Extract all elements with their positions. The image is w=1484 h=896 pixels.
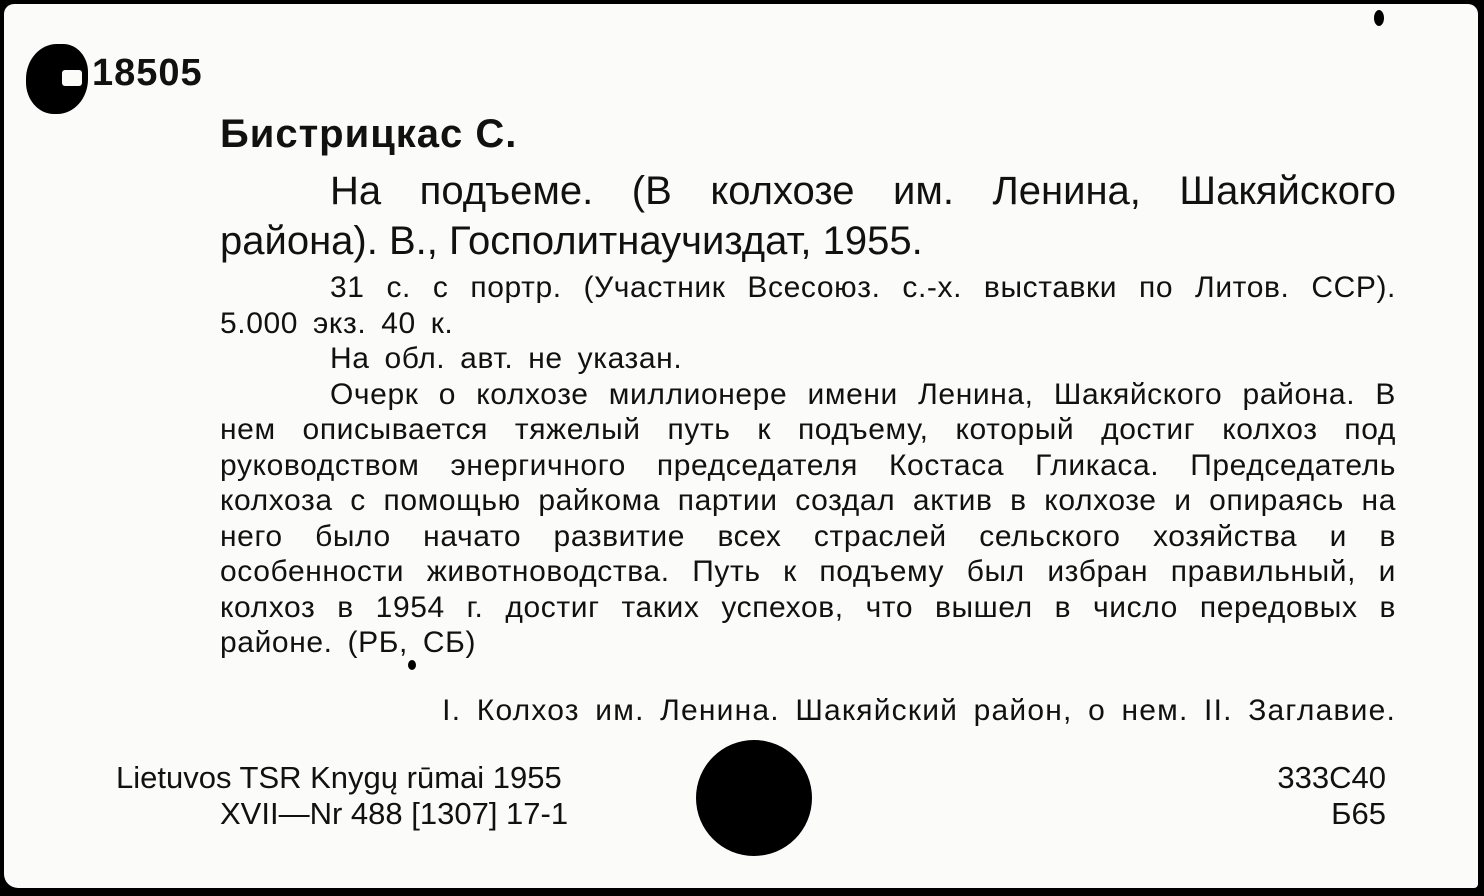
author-mark: Б65 xyxy=(1331,796,1386,831)
note: На обл. авт. не указан. xyxy=(330,342,683,375)
publisher-imprint xyxy=(116,760,568,832)
call-number: 18505 xyxy=(92,51,203,94)
punch-hole xyxy=(696,740,812,856)
catalog-card xyxy=(4,4,1478,888)
ink-speck xyxy=(1374,10,1384,26)
call-number-stamp xyxy=(26,44,203,114)
subject-tracings: I. Колхоз им. Ленина. Шакяйский район, о нем. II. Заглавие. xyxy=(442,694,1396,727)
publisher-line-1: Lietuvos TSR Knygų rūmai 1955 xyxy=(116,760,562,795)
title-statement: На подъеме. (В колхозе им. Ленина, Шакяйского района). В., Госполитнаучиздат, 1955. xyxy=(220,169,1396,263)
card-body xyxy=(220,166,1396,661)
publisher-line-2: XVII—Nr 488 [1307] 17-1 xyxy=(220,796,569,831)
collation: 31 с. с портр. (Участник Всесоюз. с.-х. выставки по Литов. ССР). 5.000 экз. 40 к. xyxy=(220,271,1396,340)
stamp-c-mark xyxy=(26,44,88,114)
classification-number: 333C40 xyxy=(1277,760,1386,795)
author-heading: Бистрицкас С. xyxy=(220,112,518,156)
ink-speck xyxy=(408,660,416,670)
classification-block xyxy=(1277,760,1386,832)
annotation: Очерк о колхозе миллионере имени Ленина, Шакяйского района. В нем описывается тяжелый путь к подъему, который достиг колхоз под руководством энергичного председателя Костаса Гликаса. Председатель колхоза с помощью райкома партии создал актив в колхозе и опираясь на него было начато развитие всех страслей сельского хозяйства и в особенности животноводства. Путь к подъему был избран правильный, и колхоз в 1954 г. достиг таких успехов, что вышел в число передовых в районе. (РБ, СБ) xyxy=(220,377,1396,659)
